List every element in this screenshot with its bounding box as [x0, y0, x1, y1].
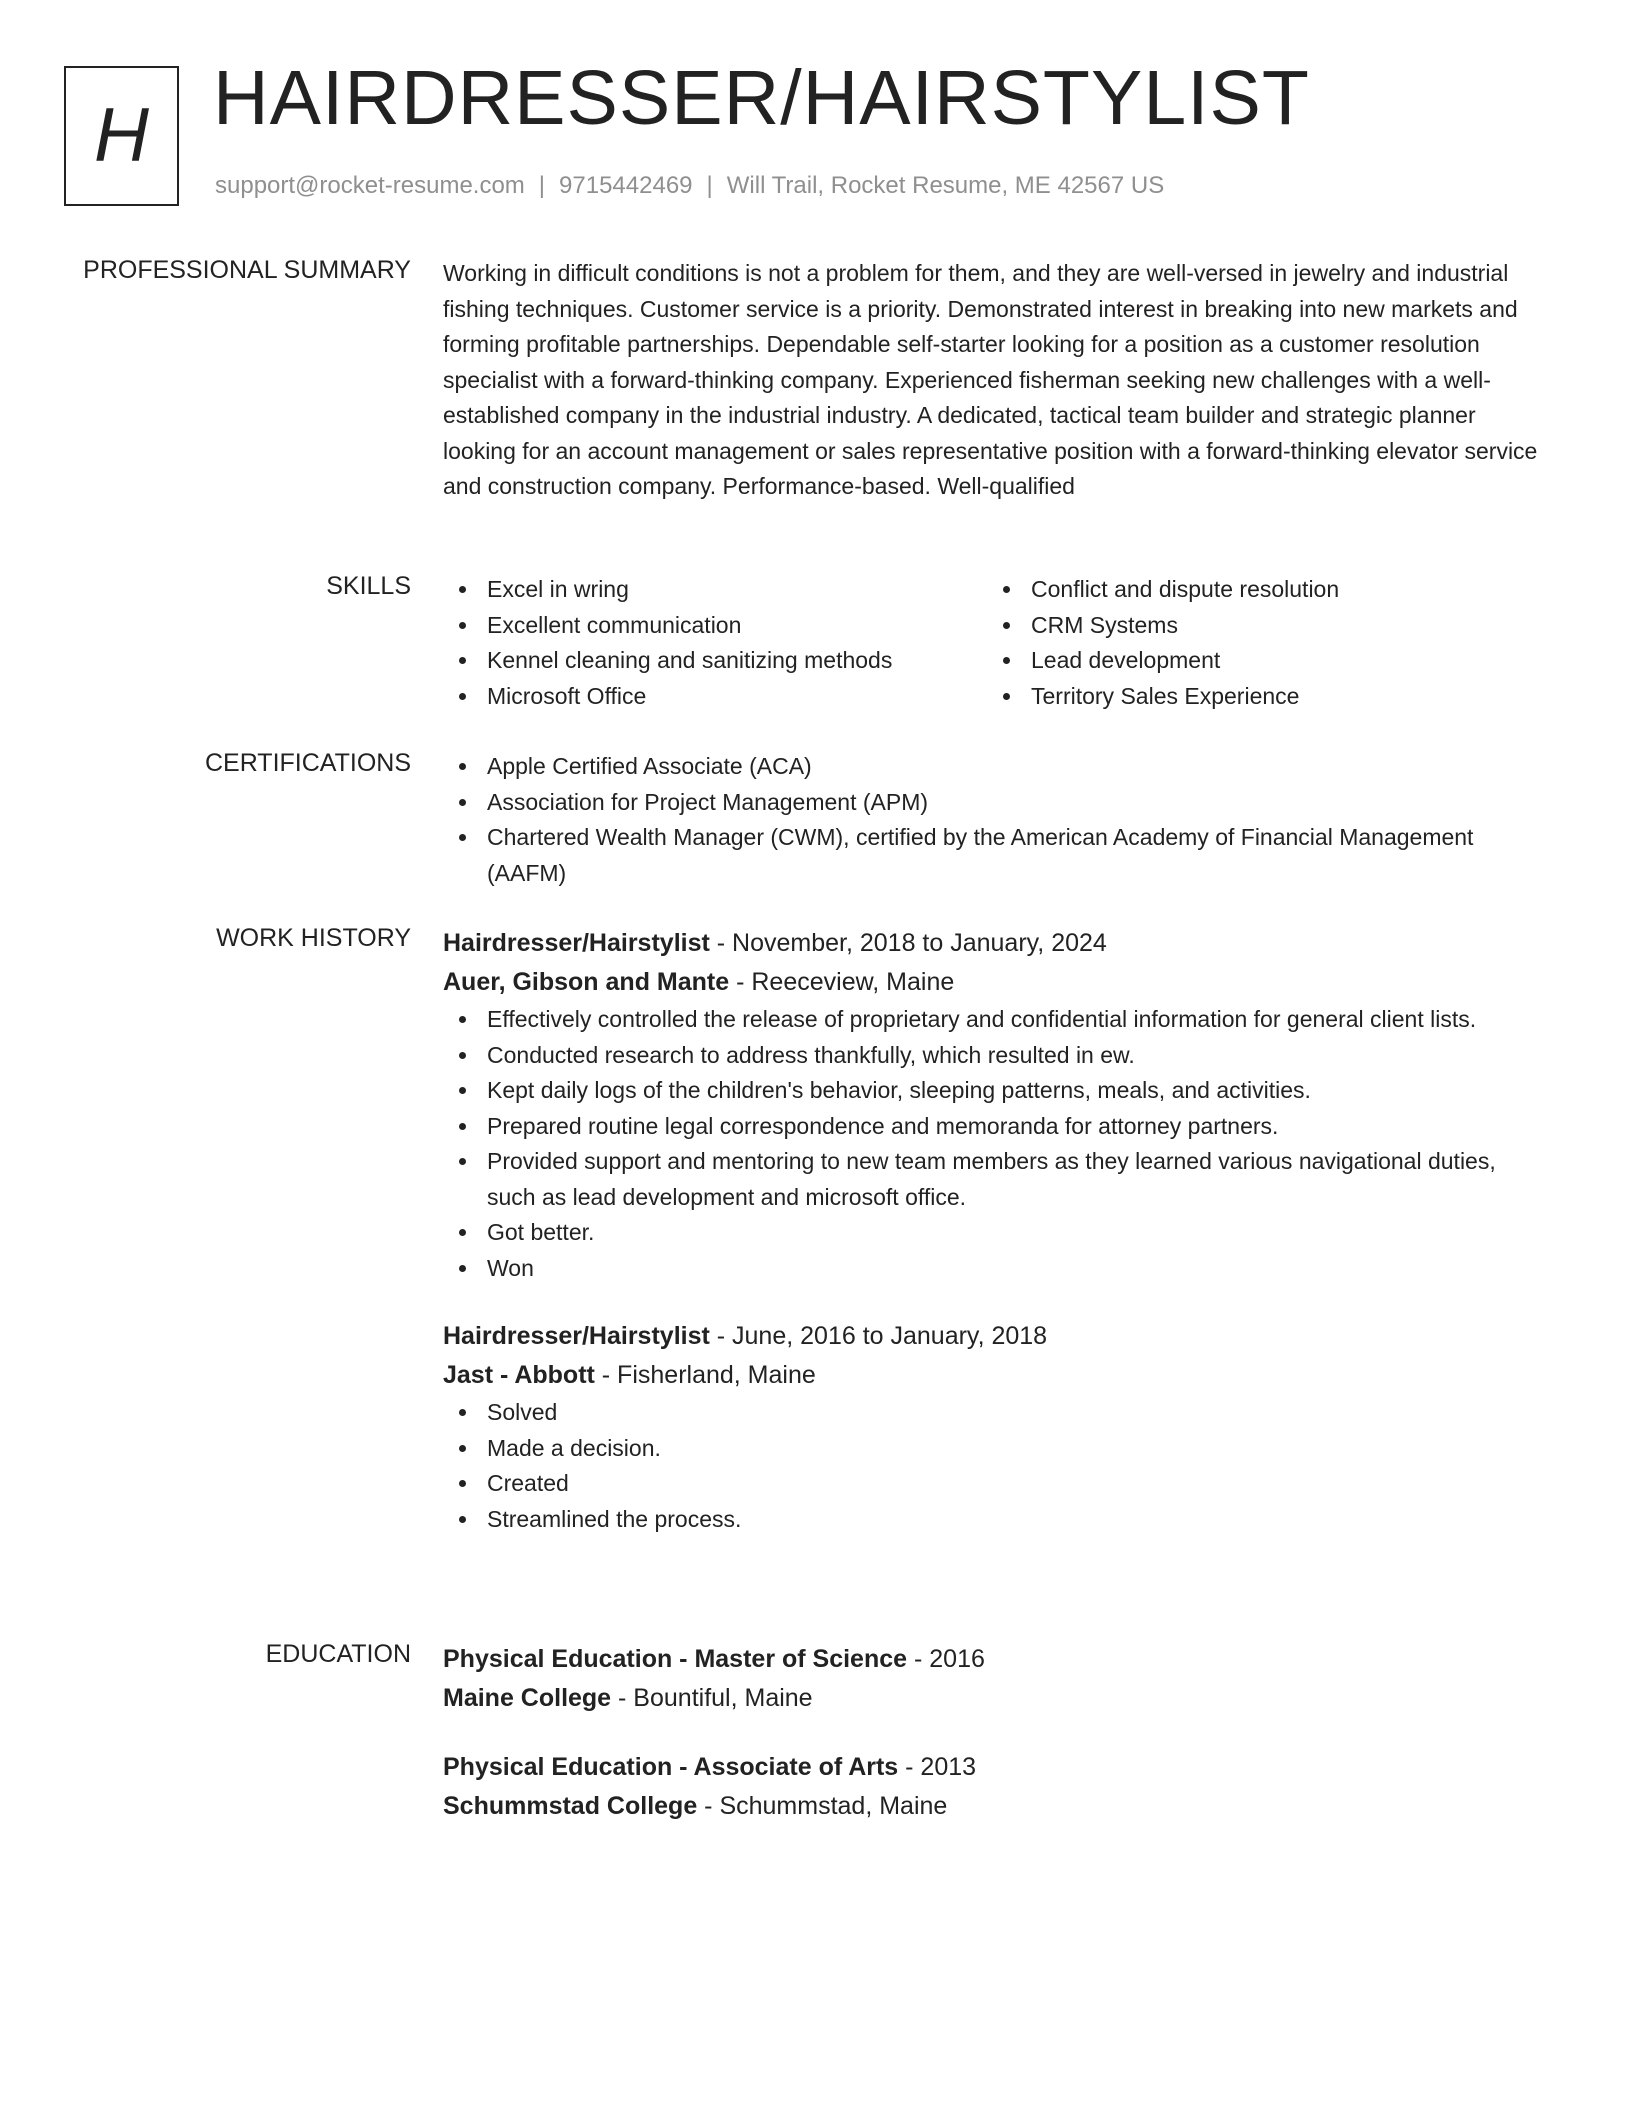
- degree-line: [443, 1748, 1543, 1787]
- monogram-box: [64, 66, 179, 206]
- list-item: CRM Systems: [987, 608, 1531, 644]
- job-dates: - June, 2016 to January, 2018: [709, 1322, 1048, 1350]
- certifications-list: [443, 749, 1543, 891]
- list-item: Made a decision.: [443, 1431, 1543, 1467]
- list-item: Excel in wring: [443, 572, 987, 608]
- list-item: Kennel cleaning and sanitizing methods: [443, 643, 987, 679]
- skills-column-left: [443, 572, 987, 714]
- contact-separator: |: [706, 172, 713, 199]
- list-item: Conflict and dispute resolution: [987, 572, 1531, 608]
- list-item: Association for Project Management (APM): [443, 785, 1543, 821]
- school-line: [443, 1679, 1543, 1718]
- section-heading-summary: PROFESSIONAL SUMMARY: [83, 256, 411, 284]
- list-item: Provided support and mentoring to new team members as they learned various navigational duties, such as lead development and microsoft office.: [443, 1144, 1543, 1215]
- job-title: Hairdresser/Hairstylist: [443, 1322, 710, 1350]
- job-title-line: [443, 924, 1543, 963]
- degree: Physical Education - Master of Science: [443, 1645, 908, 1673]
- job-company: Jast - Abbott: [443, 1361, 595, 1389]
- list-item: Excellent communication: [443, 608, 987, 644]
- list-item: Got better.: [443, 1215, 1543, 1251]
- contact-phone: 9715442469: [559, 172, 693, 199]
- monogram-letter: H: [94, 93, 149, 178]
- summary-text: Working in difficult conditions is not a problem for them, and they are well-versed in jewelry and industrial fishing techniques. Customer service is a priority. Demonstrated interest in breaking into new markets and forming profitable partnerships. Dependable self-starter looking for a position as a customer resolution specialist with a forward-thinking company. Experienced fisherman seeking new challenges with a well-established company in the industrial industry. A dedicated, tactical team builder and strategic planner looking for an account management or sales representative position with a forward-thinking elevator service and construction company. Performance-based. Well-qualified: [443, 260, 1538, 499]
- job-title-line: [443, 1317, 1543, 1356]
- list-item: Lead development: [987, 643, 1531, 679]
- list-item: Streamlined the process.: [443, 1502, 1543, 1538]
- list-item: Won: [443, 1251, 1543, 1287]
- degree-year: - 2013: [898, 1753, 977, 1781]
- job-location: - Reeceview, Maine: [729, 968, 955, 996]
- contact-address: Will Trail, Rocket Resume, ME 42567 US: [726, 172, 1165, 199]
- list-item: Chartered Wealth Manager (CWM), certified by the American Academy of Financial Management (AAFM): [443, 820, 1543, 891]
- education-entry: [443, 1640, 1543, 1718]
- skills-body: [443, 572, 1543, 714]
- section-heading-skills: SKILLS: [326, 572, 411, 600]
- candidate-name: HAIRDRESSER/HAIRSTYLIST: [213, 55, 1310, 141]
- job-duties-list: [443, 1002, 1543, 1286]
- school-location: - Bountiful, Maine: [611, 1684, 813, 1712]
- education-body: [443, 1640, 1543, 1826]
- job-entry: [443, 924, 1543, 1286]
- list-item: Solved: [443, 1395, 1543, 1431]
- skills-column-right: [987, 572, 1531, 714]
- job-company: Auer, Gibson and Mante: [443, 968, 730, 996]
- list-item: Created: [443, 1466, 1543, 1502]
- job-duties-list: [443, 1395, 1543, 1537]
- degree-year: - 2016: [907, 1645, 985, 1673]
- list-item: Effectively controlled the release of proprietary and confidential information for general client lists.: [443, 1002, 1543, 1038]
- contact-line: [215, 172, 1164, 200]
- job-dates: - November, 2018 to January, 2024: [709, 929, 1107, 957]
- contact-email: support@rocket-resume.com: [215, 172, 525, 199]
- list-item: Apple Certified Associate (ACA): [443, 749, 1543, 785]
- job-entry: [443, 1317, 1543, 1537]
- job-company-line: [443, 1356, 1543, 1395]
- school: Schummstad College: [443, 1792, 698, 1820]
- list-item: Microsoft Office: [443, 679, 987, 715]
- education-entry: [443, 1748, 1543, 1826]
- job-location: - Fisherland, Maine: [594, 1361, 816, 1389]
- skills-grid: [443, 572, 1543, 714]
- school: Maine College: [443, 1684, 612, 1712]
- school-line: [443, 1787, 1543, 1826]
- job-title: Hairdresser/Hairstylist: [443, 929, 710, 957]
- degree: Physical Education - Associate of Arts: [443, 1753, 899, 1781]
- section-heading-certifications: CERTIFICATIONS: [204, 749, 411, 777]
- list-item: Territory Sales Experience: [987, 679, 1531, 715]
- certifications-body: [443, 749, 1543, 891]
- section-heading-education: EDUCATION: [265, 1640, 411, 1668]
- job-company-line: [443, 963, 1543, 1002]
- work-history-body: [443, 924, 1543, 1537]
- section-heading-work-history: WORK HISTORY: [216, 924, 411, 952]
- list-item: Kept daily logs of the children's behavior, sleeping patterns, meals, and activities.: [443, 1073, 1543, 1109]
- degree-line: [443, 1640, 1543, 1679]
- list-item: Prepared routine legal correspondence and memoranda for attorney partners.: [443, 1109, 1543, 1145]
- list-item: Conducted research to address thankfully, which resulted in ew.: [443, 1038, 1543, 1074]
- school-location: - Schummstad, Maine: [697, 1792, 948, 1820]
- contact-separator: |: [538, 172, 546, 199]
